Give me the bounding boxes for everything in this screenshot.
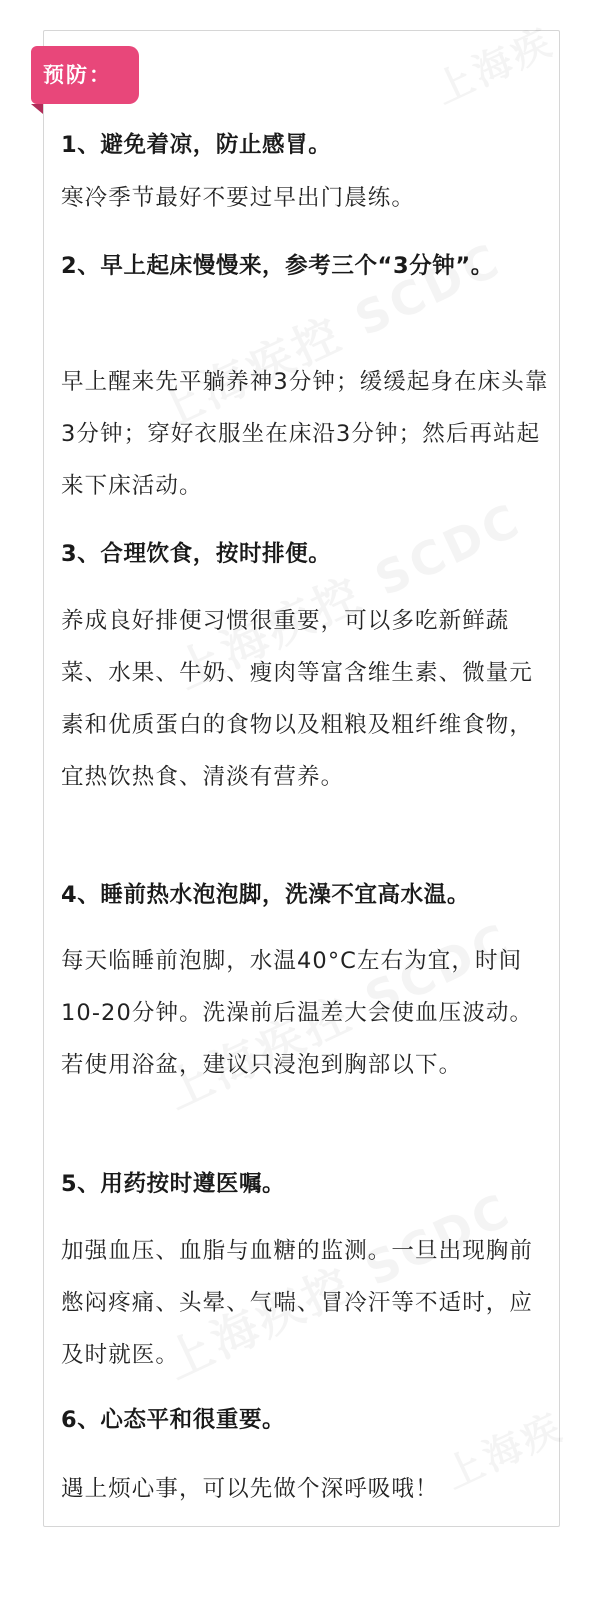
tip-body-4: 每天临睡前泡脚，水温40°C左右为宜，时间10-20分钟。洗澡前后温差大会使血压波动。若使用浴盆，建议只浸泡到胸部以下。	[61, 948, 534, 1078]
tip-heading-5: 5、用药按时遵医嘱。	[61, 1171, 286, 1197]
tip-body-5: 加强血压、血脂与血糖的监测。一旦出现胸前憋闷疼痛、头晕、气喘、冒冷汗等不适时，应及时就医。	[61, 1238, 534, 1368]
tip-body-3: 养成良好排便习惯很重要，可以多吃新鲜蔬菜、水果、牛奶、瘦肉等富含维生素、微量元素和优质蛋白的食物以及粗粮及粗纤维食物，宜热饮热食、清淡有营养。	[61, 608, 534, 790]
tip-heading-3: 3、合理饮食，按时排便。	[61, 541, 332, 567]
section-tag-prevention: 预防：	[31, 46, 139, 104]
tip-heading-2: 2、早上起床慢慢来，参考三个“3分钟”。	[61, 253, 494, 279]
tag-fold-decoration	[31, 104, 43, 114]
tip-heading-6: 6、心态平和很重要。	[61, 1407, 286, 1433]
tip-heading-1: 1、避免着凉，防止感冒。	[61, 132, 332, 158]
tip-body-1: 寒冷季节最好不要过早出门晨练。	[61, 185, 416, 211]
tip-body-6: 遇上烦心事，可以先做个深呼吸哦！	[61, 1476, 439, 1502]
tip-heading-4: 4、睡前热水泡泡脚，洗澡不宜高水温。	[61, 882, 470, 908]
tip-body-2: 早上醒来先平躺养神3分钟；缓缓起身在床头靠3分钟；穿好衣服坐在床沿3分钟；然后再站起来下床活动。	[61, 369, 549, 499]
